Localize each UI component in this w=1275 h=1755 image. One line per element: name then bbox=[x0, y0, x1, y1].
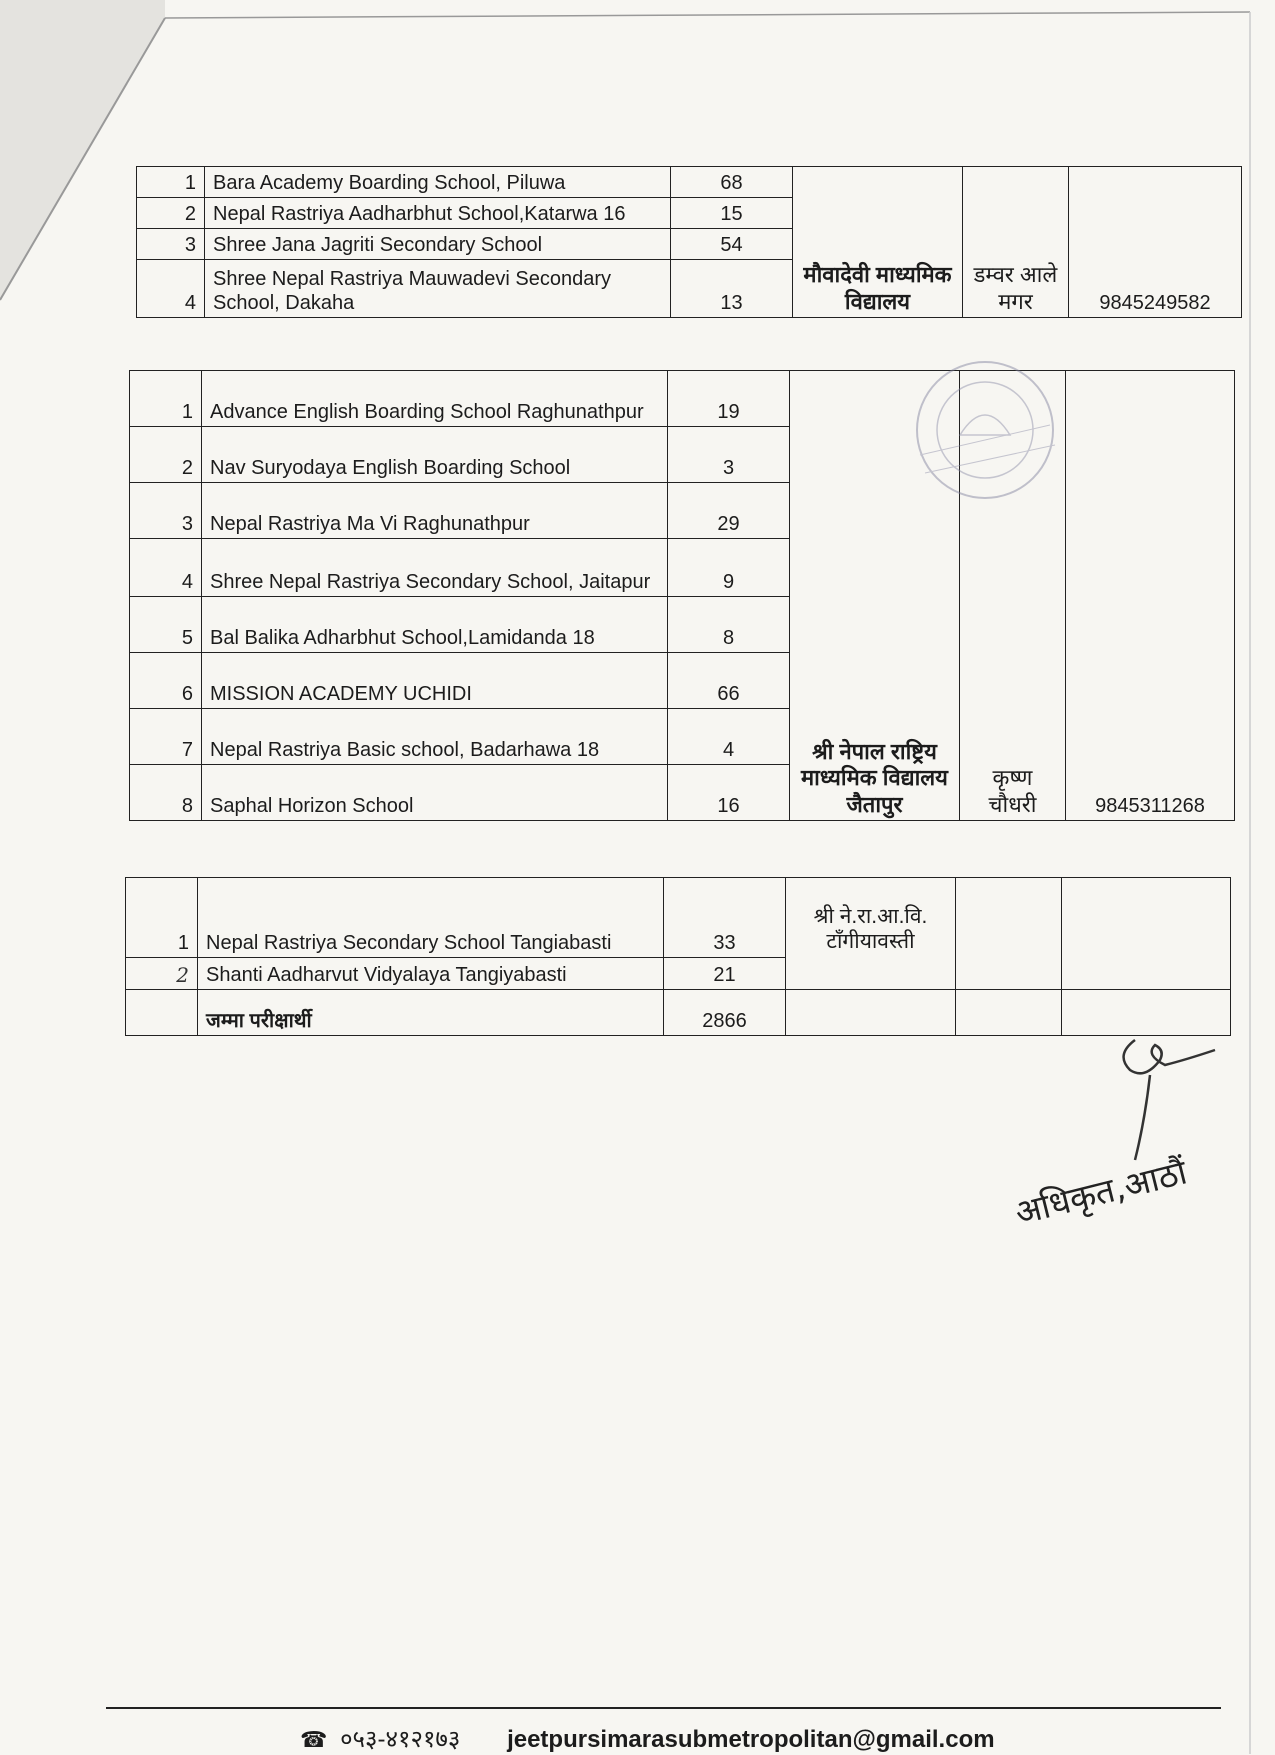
official-seal bbox=[900, 355, 1070, 505]
total-row bbox=[126, 990, 1231, 1036]
serial-number: 4 bbox=[137, 260, 205, 318]
student-count: 21 bbox=[664, 958, 786, 990]
school-name: Shree Nepal Rastriya Secondary School, Jaitapur bbox=[202, 539, 668, 597]
serial-number: 1 bbox=[130, 371, 202, 427]
coordinator-name bbox=[956, 878, 1062, 990]
student-count: 66 bbox=[668, 653, 790, 709]
serial-number: 6 bbox=[130, 653, 202, 709]
exam-center: मौवादेवी माध्यमिक विद्यालय bbox=[793, 167, 963, 318]
serial-number: 1 bbox=[137, 167, 205, 198]
center-table-1 bbox=[136, 166, 1242, 318]
school-name: Nepal Rastriya Secondary School Tangiabasti bbox=[198, 878, 664, 958]
total-label: जम्मा परीक्षार्थी bbox=[198, 990, 664, 1036]
serial-number: 2 bbox=[126, 958, 198, 990]
coordinator-phone bbox=[1062, 878, 1231, 990]
total-blank bbox=[126, 990, 198, 1036]
serial-number: 1 bbox=[126, 878, 198, 958]
footer-email: jeetpursimarasubmetropolitan@gmail.com bbox=[507, 1726, 995, 1753]
student-count: 8 bbox=[668, 597, 790, 653]
school-name: Nepal Rastriya Basic school, Badarhawa 18 bbox=[202, 709, 668, 765]
total-value: 2866 bbox=[664, 990, 786, 1036]
student-count: 19 bbox=[668, 371, 790, 427]
school-name: Shree Nepal Rastriya Mauwadevi Secondary School, Dakaha bbox=[205, 260, 671, 318]
school-name: Nepal Rastriya Ma Vi Raghunathpur bbox=[202, 483, 668, 539]
table-row bbox=[137, 167, 1242, 198]
school-name: MISSION ACADEMY UCHIDI bbox=[202, 653, 668, 709]
student-count: 16 bbox=[668, 765, 790, 821]
student-count: 29 bbox=[668, 483, 790, 539]
student-count: 3 bbox=[668, 427, 790, 483]
school-name: Saphal Horizon School bbox=[202, 765, 668, 821]
coordinator-name: डम्वर आले मगर bbox=[963, 167, 1069, 318]
school-name: Nav Suryodaya English Boarding School bbox=[202, 427, 668, 483]
student-count: 54 bbox=[671, 229, 793, 260]
table-row bbox=[126, 878, 1231, 958]
student-count: 4 bbox=[668, 709, 790, 765]
serial-number: 8 bbox=[130, 765, 202, 821]
serial-number: 4 bbox=[130, 539, 202, 597]
serial-number: 3 bbox=[130, 483, 202, 539]
school-name: Shanti Aadharvut Vidyalaya Tangiyabasti bbox=[198, 958, 664, 990]
student-count: 33 bbox=[664, 878, 786, 958]
telephone-icon: ☎ bbox=[300, 1727, 328, 1752]
student-count: 9 bbox=[668, 539, 790, 597]
student-count: 68 bbox=[671, 167, 793, 198]
coordinator-phone: 9845249582 bbox=[1069, 167, 1242, 318]
center-table-3 bbox=[125, 877, 1231, 1036]
student-count: 15 bbox=[671, 198, 793, 229]
school-name: Bal Balika Adharbhut School,Lamidanda 18 bbox=[202, 597, 668, 653]
school-name: Advance English Boarding School Raghunathpur bbox=[202, 371, 668, 427]
exam-center: श्री ने.रा.आ.वि. टाँगीयावस्ती bbox=[786, 878, 956, 990]
coordinator-phone: 9845311268 bbox=[1066, 371, 1235, 821]
serial-number: 3 bbox=[137, 229, 205, 260]
footer-divider bbox=[106, 1707, 1221, 1709]
serial-number: 2 bbox=[137, 198, 205, 229]
serial-number: 7 bbox=[130, 709, 202, 765]
school-name: Nepal Rastriya Aadharbhut School,Katarwa 16 bbox=[205, 198, 671, 229]
coordinator-name: कृष्ण चौधरी bbox=[960, 371, 1066, 821]
school-name: Shree Jana Jagriti Secondary School bbox=[205, 229, 671, 260]
school-name: Bara Academy Boarding School, Piluwa bbox=[205, 167, 671, 198]
signatory-title: अधिकृत,आठौं bbox=[1011, 1152, 1191, 1234]
serial-number: 2 bbox=[130, 427, 202, 483]
student-count: 13 bbox=[671, 260, 793, 318]
footer-phone: ०५३-४१२१७३ bbox=[340, 1726, 461, 1753]
serial-number: 5 bbox=[130, 597, 202, 653]
footer bbox=[300, 1722, 995, 1755]
exam-center: श्री नेपाल राष्ट्रिय माध्यमिक विद्यालय जैतापुर bbox=[790, 371, 960, 821]
